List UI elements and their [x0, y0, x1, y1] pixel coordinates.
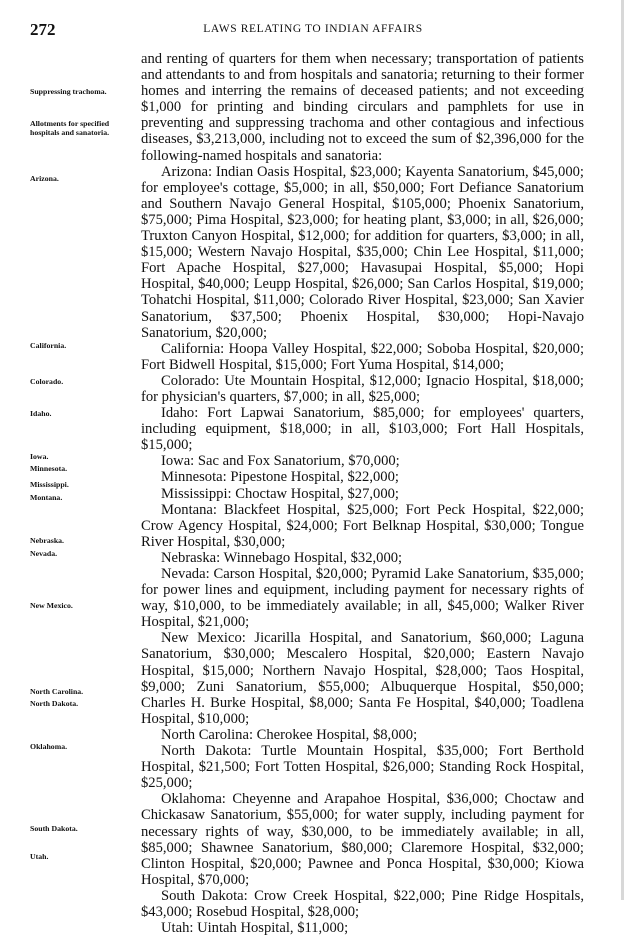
sidenote-colorado: Colorado.: [30, 377, 64, 386]
paragraph-montana: Montana: Blackfeet Hospital, $25,000; Fort Peck Hospital, $22,000; Crow Agency Hospital, $24,000; Fort Belknap Hospital, $30,000; Tongue River Hospital, $30,000;: [141, 501, 584, 550]
sidenote-iowa: Iowa.: [30, 452, 49, 461]
paragraph-south-dakota: South Dakota: Crow Creek Hospital, $22,000; Pine Ridge Hospitals, $43,000; Rosebud Hospital, $28,000;: [141, 887, 584, 920]
paragraph-north-carolina: North Carolina: Cherokee Hospital, $8,000;: [161, 726, 418, 743]
sidenote-montana: Montana.: [30, 493, 63, 502]
sidenote-nebraska: Nebraska.: [30, 536, 65, 545]
paragraph-iowa: Iowa: Sac and Fox Sanatorium, $70,000;: [161, 453, 400, 470]
sidenote-idaho: Idaho.: [30, 409, 52, 418]
paragraph-minnesota: Minnesota: Pipestone Hospital, $22,000;: [161, 469, 399, 486]
paragraph-new-mexico: New Mexico: Jicarilla Hospital, and Sanatorium, $60,000; Laguna Sanatorium, $30,000; Mescalero Hospital, $20,000; Eastern Navajo Hospital, $15,000; Northern Navajo Hospital, $28,000; Taos Hospital, $9,000; Zuni Sanatorium, $55,000; Albuquerque Hospital, $50,000; Charles H. Burke Hospital, $8,000; Santa Fe Hospital, $40,000; Toadlena Hospital, $10,000;: [141, 630, 584, 727]
paragraph-nevada: Nevada: Carson Hospital, $20,000; Pyramid Lake Sanatorium, $35,000; for power lines and equipment, including payment for necessary rights of way, $10,000, to be immediately available; in all, $45,000; Walker River Hospital, $21,000;: [141, 566, 584, 631]
sidenote-nevada: Nevada.: [30, 549, 58, 558]
paragraph-arizona: Arizona: Indian Oasis Hospital, $23,000; Kayenta Sanatorium, $45,000; for employee's cottage, $5,000; in all, $50,000; Fort Defiance Sanatorium and Southern Navajo General Hospital, $105,000; Phoenix Sanatorium, $75,000; Pima Hospital, $23,000; for heating plant, $3,000; in all, $26,000; Truxton Canyon Hospital, $12,000; for addition for quarters, $3,000; in all, $15,000; Western Navajo Hospital, $35,000; Chin Lee Hospital, $11,000; Fort Apache Hospital, $27,000; Havasupai Hospital, $5,000; Hopi Hospital, $40,000; Leupp Hospital, $26,000; San Carlos Hospital, $19,000; Tohatchi Hospital, $11,000; Colorado River Hospital, $23,000; San Xavier Sanatorium, $37,500; Phoenix Hospital, $30,000; Hopi-Navajo Sanatorium, $20,000;: [141, 163, 584, 341]
sidenote-minnesota: Minnesota.: [30, 464, 68, 473]
page-header: [30, 20, 596, 40]
paragraph-colorado: Colorado: Ute Mountain Hospital, $12,000; Ignacio Hospital, $18,000; for physician's quarters, $7,000; in all, $25,000;: [141, 372, 584, 405]
sidenote-mississippi: Mississippi.: [30, 480, 69, 489]
running-title: LAWS RELATING TO INDIAN AFFAIRS: [203, 23, 423, 35]
sidenote-allotments: Allotments for specified hospitals and sanatoria.: [30, 119, 110, 137]
sidenote-utah: Utah.: [30, 852, 49, 861]
sidenote-south-dakota: South Dakota.: [30, 824, 78, 833]
sidenote-california: California.: [30, 341, 67, 350]
paragraph-utah: Utah: Uintah Hospital, $11,000;: [161, 920, 349, 936]
paragraph-mississippi: Mississippi: Choctaw Hospital, $27,000;: [161, 485, 399, 502]
paragraph-oklahoma: Oklahoma: Cheyenne and Arapahoe Hospital, $36,000; Choctaw and Chickasaw Sanatorium, $55,000; for water supply, including payment for necessary rights of way, $30,000, to be immediately available; in all, $85,000; Shawnee Sanatorium, $80,000; Claremore Hospital, $32,000; Clinton Hospital, $20,000; Pawnee and Ponca Hospital, $30,000; Kiowa Hospital, $70,000;: [141, 791, 584, 888]
paragraph-california: California: Hoopa Valley Hospital, $22,000; Soboba Hospital, $20,000; Fort Bidwell Hospital, $15,000; Fort Yuma Hospital, $14,000;: [141, 340, 584, 373]
sidenote-trachoma: Suppressing trachoma.: [30, 87, 107, 96]
sidenote-north-dakota: North Dakota.: [30, 699, 79, 708]
sidenote-arizona: Arizona.: [30, 174, 59, 183]
body-text: [141, 51, 584, 936]
sidenote-oklahoma: Oklahoma.: [30, 742, 68, 751]
intro-paragraph: and renting of quarters for them when necessary; transportation of patients and attendants to and from hospitals and sanatoria; returning to their former homes and interring the remains of deceased patients; and not exceeding $1,000 for printing and binding circulars and pamphlets for use in preventing and suppressing trachoma and other contagious and infectious diseases, $3,213,000, including not to exceed the sum of $2,396,000 for the following-named hospitals and sanatoria:: [141, 51, 584, 164]
paragraph-nebraska: Nebraska: Winnebago Hospital, $32,000;: [161, 549, 403, 566]
sidenote-north-carolina: North Carolina.: [30, 687, 84, 696]
sidenote-new-mexico: New Mexico.: [30, 601, 73, 610]
paragraph-idaho: Idaho: Fort Lapwai Sanatorium, $85,000; for employees' quarters, including equipment, $18,000; in all, $103,000; Fort Hall Hospitals, $15,000;: [141, 405, 584, 454]
page-number: 272: [30, 20, 56, 39]
paragraph-north-dakota: North Dakota: Turtle Mountain Hospital, $35,000; Fort Berthold Hospital, $21,500; Fort Totten Hospital, $26,000; Standing Rock Hospital, $25,000;: [141, 743, 584, 792]
